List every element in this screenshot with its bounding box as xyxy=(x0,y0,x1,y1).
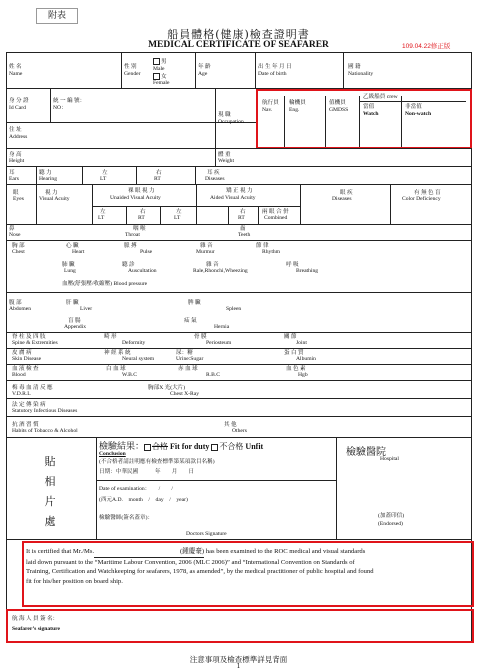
rule xyxy=(96,480,336,481)
rhythm-label-zh: 節 律 xyxy=(256,243,269,249)
rales-label-zh: 雜 音 xyxy=(206,262,219,268)
eng-label-en: Eng. xyxy=(289,107,300,113)
occupation-label-zh: 現 職 xyxy=(218,112,231,118)
unaided-left-zh: 左 xyxy=(100,209,106,215)
aided-left-zh: 左 xyxy=(176,209,182,215)
page-number: 1 xyxy=(236,663,241,670)
name-label-en: Name xyxy=(9,71,23,77)
xray-label-zh: 胸部X 光(大片) xyxy=(148,385,186,391)
wbc-label-en: W.B.C xyxy=(122,372,138,378)
seafarer-name-zh: (鍾慶豪) xyxy=(179,548,205,555)
albumin-label-zh: 蛋 白 質 xyxy=(284,350,304,356)
rule xyxy=(6,224,472,225)
murmur-label-en: Murmur xyxy=(196,249,215,255)
rule xyxy=(6,184,472,185)
age-label-en: Age xyxy=(198,71,208,77)
photo-char: 相 xyxy=(44,475,56,488)
hearing-label-zh: 聽 力 xyxy=(39,170,52,176)
rule xyxy=(195,166,196,184)
ausc-label-en: Auscultation xyxy=(128,268,157,274)
aided-right-en: RT xyxy=(238,215,245,221)
nationality-label-en: Nationality xyxy=(348,71,374,77)
eng-label-zh: 輪機員 xyxy=(289,100,306,106)
unfit-label-zh: 不合格 xyxy=(219,442,244,451)
infect-label-en: Statutory Infectious Diseases xyxy=(12,408,78,414)
hearing-label-en: Hearing xyxy=(39,176,58,182)
male-option[interactable] xyxy=(153,58,167,65)
watch-label-en: Watch xyxy=(363,111,379,117)
rhythm-label-en: Rhythm xyxy=(262,249,281,255)
rule xyxy=(50,88,51,122)
ear-left-en: LT xyxy=(100,176,107,182)
id-label-en: Id Card xyxy=(9,105,26,111)
statement-line-4: fit for his/her position on board ship. xyxy=(26,577,123,585)
gmdss-label-zh: 值機員 xyxy=(329,100,346,106)
height-label-en: Height xyxy=(9,158,25,164)
vdrl-label-en: V.D.R.L xyxy=(12,391,31,397)
ear-right-zh: 右 xyxy=(156,170,162,176)
appendix-label-en: Appendix xyxy=(64,324,87,330)
throat-label-zh: 咽 喉 xyxy=(133,226,146,232)
eyes-label-zh: 眼 xyxy=(13,190,19,196)
weight-label-zh: 體 重 xyxy=(218,152,231,158)
visual-label-en: Visual Acuity xyxy=(39,196,70,202)
address-label-zh: 住 址 xyxy=(9,127,22,133)
skin-label-en: Skin Disease xyxy=(12,356,42,362)
photo-char: 貼 xyxy=(44,455,56,468)
revision-note: 109.04.22修正版 xyxy=(402,43,451,50)
uniform-label-en: NO： xyxy=(53,105,67,111)
ear-disease-en: Diseases xyxy=(205,176,225,182)
appendix-label-zh: 盲 腸 xyxy=(68,318,81,324)
wbc-label-zh: 白 血 球 xyxy=(106,366,126,372)
rbc-label-zh: 赤 血 球 xyxy=(178,366,198,372)
photo-char: 片 xyxy=(44,495,56,508)
exam-date-en: Date of examination： / / xyxy=(99,486,173,492)
rule xyxy=(6,292,472,293)
heart-label-en: Heart xyxy=(72,249,85,255)
urine-label-zh: 尿：糖 xyxy=(176,350,193,356)
rule xyxy=(6,364,472,365)
breath-label-en: Breathing xyxy=(296,268,319,274)
fit-label-zh: 合格 xyxy=(152,442,169,451)
rule xyxy=(6,166,472,167)
watch-label-zh: 當值 xyxy=(363,104,375,110)
aided-right-zh: 右 xyxy=(240,209,246,215)
abdomen-label-zh: 腹 部 xyxy=(9,300,22,306)
aided-label-en: Aided Visual Acuity xyxy=(210,195,256,201)
attachment-label: 附表 xyxy=(47,11,66,21)
hernia-label-zh: 疝 氣 xyxy=(184,318,197,324)
signature-label-en: Seafarer’s signature xyxy=(12,626,61,632)
rule xyxy=(136,166,137,184)
blood-label-en: Blood xyxy=(12,372,26,378)
ears-label-en: Ears xyxy=(9,176,19,182)
rule xyxy=(336,437,337,539)
result-heading: 檢驗結果： xyxy=(99,441,145,451)
rule xyxy=(92,184,93,224)
aided-left-en: LT xyxy=(174,215,181,221)
statement-line-3: Training, Certification and Watchkeeping for seafarers, 1978, as amended”, by the medical practitioner of public hospital and found xyxy=(26,568,374,576)
liver-label-zh: 肝 臟 xyxy=(66,300,79,306)
perio-label-zh: 骨 膜 xyxy=(194,334,207,340)
rule xyxy=(255,52,256,88)
nationality-label-zh: 國 籍 xyxy=(348,64,361,70)
gender-label-en: Gender xyxy=(124,71,141,77)
male-checkbox[interactable] xyxy=(153,58,160,65)
signature-label-zh: 航 海 人 員 簽 名： xyxy=(12,616,59,622)
teeth-label-en: Teeth xyxy=(238,232,251,238)
rule xyxy=(390,184,391,224)
others-label-en: Others xyxy=(232,428,247,434)
rbc-label-en: R.B.C xyxy=(206,372,220,378)
rule xyxy=(6,380,472,381)
female-label-zh: 女 xyxy=(161,73,167,80)
vdrl-label-zh: 梅 毒 血 清 反 應 xyxy=(12,385,53,391)
nav-label-zh: 航行員 xyxy=(262,100,279,106)
crew-highlight-box xyxy=(256,89,472,149)
hgb-label-en: Hgb xyxy=(298,372,308,378)
photo-char: 處 xyxy=(44,515,56,528)
weight-label-en: Weight xyxy=(218,158,235,164)
visual-label-zh: 視 力 xyxy=(45,190,58,196)
gmdss-label-en: GMDSS xyxy=(329,107,349,113)
footer-note: 注意事項及檢查標準詳見背面 xyxy=(189,655,288,664)
joint-label-en: Joint xyxy=(296,340,307,346)
unaided-label-zh: 裸 眼 視 力 xyxy=(128,188,155,194)
title-zh: 船員體格(健康)檢查證明書 xyxy=(167,28,310,41)
rule xyxy=(6,398,472,399)
attachment-label-box xyxy=(36,8,78,24)
rule xyxy=(36,184,37,224)
nonwatch-label-zh: 非當值 xyxy=(405,104,422,110)
rule xyxy=(6,148,472,149)
skin-label-zh: 皮 膚 病 xyxy=(12,350,32,356)
unaided-label-en: Unaided Visual Acuity xyxy=(110,195,161,201)
eye-disease-zh: 眼 疾 xyxy=(340,190,353,196)
statement-line-2: laid down pursuant to the “Maritime Labour Convention, 2006 (MLC 2006)” and “International Convention on Standards of xyxy=(26,558,355,566)
female-label-en: Female xyxy=(153,80,170,86)
aided-label-zh: 矯 正 視 力 xyxy=(226,188,253,194)
fit-checkbox[interactable] xyxy=(144,444,151,451)
albumin-label-en: Albumin xyxy=(296,356,316,362)
rule xyxy=(82,166,83,184)
hospital-heading-zh: 檢驗醫院 xyxy=(346,447,386,458)
heart-label-zh: 心 臟 xyxy=(66,243,79,249)
conclusion-label: Conclusion xyxy=(99,451,126,457)
unaided-left-en: LT xyxy=(98,215,105,221)
pulse-label-zh: 脈 搏 xyxy=(124,243,137,249)
name-label-zh: 姓 名 xyxy=(9,64,22,70)
neural-label-zh: 神 經 系 統 xyxy=(104,350,131,356)
rule xyxy=(228,206,229,224)
photo-area xyxy=(30,452,70,532)
ears-label-zh: 耳 xyxy=(9,170,15,176)
statement-line-1-b: has been examined to the ROC medical and visual standards xyxy=(205,548,366,555)
teeth-label-zh: 齒 xyxy=(240,226,246,232)
title-en: MEDICAL CERTIFICATE OF SEAFARER xyxy=(148,40,329,50)
urine-label-en: Urine:Sugar xyxy=(176,356,204,362)
murmur-label-zh: 雜 音 xyxy=(200,243,213,249)
height-label-zh: 身 高 xyxy=(9,152,22,158)
joint-label-zh: 關 節 xyxy=(284,334,297,340)
nonwatch-label-en: Non-watch xyxy=(405,111,432,117)
habits-label-en: Habits of Tobacco & Alcohol xyxy=(12,428,78,434)
unaided-right-zh: 右 xyxy=(140,209,146,215)
xray-label-en: Chest X-Ray xyxy=(170,391,200,397)
spine-label-en: Spine & Extremities xyxy=(12,340,58,346)
occupation-label-en: Occupation xyxy=(218,119,244,125)
deform-label-en: Deformity xyxy=(122,340,146,346)
rule xyxy=(258,206,259,224)
dob-label-en: Date of birth xyxy=(258,71,287,77)
nose-label-en: Nose xyxy=(9,232,21,238)
habits-label-zh: 抗 酒 習 慣 xyxy=(12,422,39,428)
unfit-checkbox[interactable] xyxy=(211,444,218,451)
physician-label-zh: 檢驗醫師(簽名蓋章)： xyxy=(99,515,154,521)
rule xyxy=(300,184,301,224)
fit-label-en: Fit for duty xyxy=(170,442,210,451)
nose-label-zh: 鼻 xyxy=(9,226,15,232)
bp-label-zh: 血壓(舒張壓/收縮壓) xyxy=(62,281,113,287)
age-label-zh: 年 齡 xyxy=(198,64,211,70)
result-date-zh: 日期：中華民國 年 月 日 xyxy=(99,469,195,475)
dob-label-zh: 出 生 年 月 日 xyxy=(258,64,292,70)
ausc-label-zh: 聽 診 xyxy=(122,262,135,268)
pulse-label-en: Pulse xyxy=(140,249,153,255)
hospital-heading-en: Hospital xyxy=(380,456,399,462)
spine-label-zh: 脊 柱 及 四 肢 xyxy=(12,334,46,340)
exam-date-format: (西元A.D. month / day / year) xyxy=(99,497,188,503)
rule xyxy=(36,166,37,184)
throat-label-en: Throat xyxy=(125,232,140,238)
others-label-zh: 其 他 xyxy=(224,422,237,428)
unfit-label-en: Unfit xyxy=(245,442,264,451)
id-label-zh: 身 分 證 xyxy=(9,98,29,104)
ear-right-en: RT xyxy=(154,176,161,182)
eyes-label-en: Eyes xyxy=(13,196,24,202)
address-label-en: Address xyxy=(9,134,28,140)
rule xyxy=(96,437,97,539)
nav-label-en: Nav. xyxy=(262,107,273,113)
rule xyxy=(195,52,196,88)
rule xyxy=(6,332,472,333)
unaided-right-en: RT xyxy=(138,215,145,221)
rule xyxy=(6,539,472,540)
blood-label-zh: 血 液 檢 查 xyxy=(12,366,39,372)
abdomen-label-en: Abdomen xyxy=(9,306,32,312)
lung-label-en: Lung xyxy=(64,268,76,274)
hgb-label-zh: 血 色 素 xyxy=(286,366,306,372)
rule xyxy=(215,88,216,148)
chest-label-en: Chest xyxy=(12,249,25,255)
gender-label-zh: 性 別 xyxy=(124,64,137,70)
perio-label-en: Periosteum xyxy=(206,340,232,346)
chest-label-zh: 胸 部 xyxy=(12,243,25,249)
statement-line-1-a: It is certified that Mr./Ms. xyxy=(26,548,95,555)
deform-label-zh: 畸 形 xyxy=(104,334,117,340)
uniform-label-zh: 統 一 編 號： xyxy=(53,98,86,104)
bp-label-en: Blood pressure xyxy=(113,281,148,287)
result-note: (不合格者請註明應有檢查標準第某項款目名稱) xyxy=(99,459,215,465)
liver-label-en: Liver xyxy=(80,306,93,312)
rule xyxy=(126,206,127,224)
color-label-zh: 有 無 色 盲 xyxy=(414,190,441,196)
hernia-label-en: Hernia xyxy=(214,324,230,330)
rales-label-en: Rale,Rhonchi,Wheezing xyxy=(193,268,248,274)
signature-highlight-box xyxy=(6,609,474,643)
rule xyxy=(6,416,472,417)
hospital-seal-zh: (加蓋印信) xyxy=(378,513,405,519)
rule xyxy=(160,206,161,224)
spleen-label-en: Spleen xyxy=(226,306,242,312)
male-label-zh: 男 xyxy=(161,58,167,65)
female-checkbox[interactable] xyxy=(153,73,160,80)
hospital-seal-en: (Endorsed) xyxy=(378,521,403,527)
statement-highlight-box xyxy=(22,541,474,607)
rule xyxy=(196,184,197,224)
doctor-signature-label: Doctors Signature xyxy=(186,531,227,537)
rule xyxy=(121,52,122,88)
eye-disease-en: Diseases xyxy=(332,196,352,202)
spleen-label-zh: 脾 臟 xyxy=(188,300,201,306)
infect-label-zh: 法 定 傳 染 病 xyxy=(12,402,46,408)
crew-label: 乙級船員 crew xyxy=(363,94,398,100)
ear-disease-zh: 耳 疾 xyxy=(207,170,220,176)
ear-left-zh: 左 xyxy=(102,170,108,176)
male-label-en: Male xyxy=(153,66,165,72)
rule xyxy=(343,52,344,88)
combined-label-zh: 兩 眼 合 併 xyxy=(262,209,289,215)
rule xyxy=(6,437,472,438)
combined-label-en: Combined xyxy=(264,215,288,221)
rule xyxy=(6,348,472,349)
color-label-en: Color Deficiency xyxy=(402,196,441,202)
rule xyxy=(6,240,472,241)
lung-label-zh: 肺 臟 xyxy=(62,262,75,268)
neural-label-en: Neural system xyxy=(122,356,155,362)
breath-label-zh: 呼 吸 xyxy=(286,262,299,268)
rule xyxy=(215,148,216,166)
bp-label xyxy=(62,281,147,288)
